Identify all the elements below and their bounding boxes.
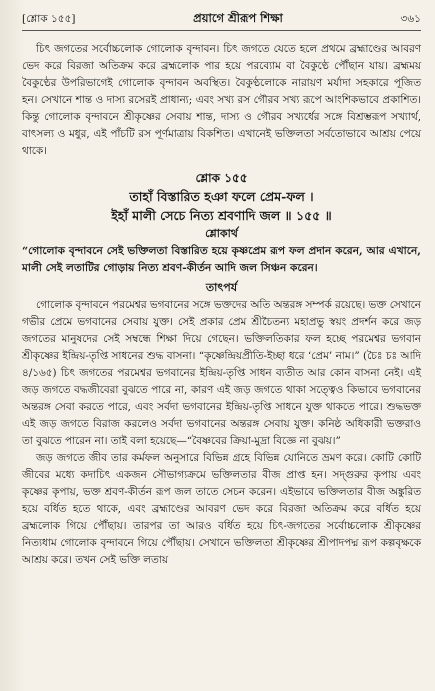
header-page-number: ৩৬১ bbox=[400, 13, 421, 25]
header-chapter-title: প্রয়াগে শ্রীরূপ শিক্ষা bbox=[193, 11, 283, 25]
purport-paragraph-2: জড় জগতে জীব তার কর্মফল অনুসারে বিভিন্ন গ্রহে বিভিন্ন যোনিতে ভ্রমণ করে। কোটি কোটি জীবের মধ্যে কদাচিৎ একজন সৌভাগ্যক্রমে ভক্তিলতার বীজ প্রাপ্ত হন। সদ্গুরুর কৃপায় এবং কৃষ্ণের কৃপায়, ভক্ত শ্রবণ-কীর্তন রূপ জল তাতে সেচন করেন। এইভাবে ভক্তিলতার বীজ অঙ্কুরিত হয়ে বর্ধিত হতে থাকে, এবং ব্রহ্মাণ্ডের আবরণ ভেদ করে বিরজা অতিক্রম করে বর্ধিত হয়ে ব্রহ্মলোক গিয়ে পৌঁছায়। তারপর তা আরও বর্ধিত হয়ে চিৎ-জগতের সর্বোচ্চলোক শ্রীকৃষ্ণের নিত্যধাম গোলোক বৃন্দাবনে গিয়ে পৌঁছায়। সেখানে ভক্তিলতা শ্রীকৃষ্ণের শ্রীপাদপদ্ম রূপ কল্পবৃক্ষকে আশ্রয় করে। তখন সেই ভক্তি লতায় bbox=[22, 452, 421, 566]
translation-heading: শ্লোকার্থ bbox=[205, 227, 238, 240]
translation-text: “গোলোক বৃন্দাবনে সেই ভক্তিলতা বিস্তারিত হয়ে কৃষ্ণপ্রেম রূপ ফল প্রদান করেন, আর এখানে, মালী সেই লতাটির গোড়ায় নিত্য শ্রবণ-কীর্তন আদি জল সিঞ্চন করেন। bbox=[22, 245, 421, 274]
header-verse-ref: [শ্লোক ১৫৫] bbox=[22, 13, 76, 25]
purport-heading: তাৎপর্য bbox=[205, 281, 238, 294]
verse-line-1: তাহাঁ বিস্তারিত হঞা ফলে প্রেম-ফল । bbox=[129, 189, 314, 204]
purport-paragraph-1: গোলোক বৃন্দাবনে পরমেশ্বর ভগবানের সঙ্গে ভক্তদের অতি অন্তরঙ্গ সম্পর্ক রয়েছে। ভক্ত সেখানে গভীর প্রেমে ভগবানের সেবায় যুক্ত। সেই প্রকার প্রেম শ্রীচৈতন্য মহাপ্রভু স্বয়ং প্রদর্শন করে জড় জগতের মানুষদের সেই সম্বন্ধে শিক্ষা দিয়ে গেছেন। ভক্তিলতিকার ফল হচ্ছে পরমেশ্বর ভগবান শ্রীকৃষ্ণের ইন্দ্রিয়-তৃপ্তি সাধনের শুদ্ধ বাসনা। “কৃষ্ণেন্দ্রিয়প্রীতি-ইচ্ছা ধরে ‘প্রেম’ নাম।” (চৈঃ চঃ আদি ৪/১৬৫) চিৎ জগতের পরমেশ্বর ভগবানের ইন্দ্রিয়-তৃপ্তি সাধন ব্যতীত আর কোন বাসনা নেই। এই জড় জগতে বদ্ধজীবেরা বুঝতে পারে না, কারণ এই জড় জগতে থাকা সত্ত্বেও কিভাবে ভগবানের অন্তরঙ্গ সেবা করতে পারে, এবং সর্বদা ভগবানের ইন্দ্রিয়-তৃপ্তি সাধনে যুক্ত থাকতে পারে। শুদ্ধভক্ত এই জড় জগতে বিরাজ করলেও সর্বদা ভগবানের অন্তরঙ্গ সেবায় যুক্ত। কনিষ্ঠ অধিকারী ভক্তরাও তা বুঝতে পারেন না। তাই বলা হয়েছে—“বৈষ্ণবের ক্রিয়া-মুদ্রা বিজ্ঞে না বুঝয়।” bbox=[22, 299, 421, 447]
page-header bbox=[22, 10, 421, 26]
verse-number: শ্লোক ১৫৫ bbox=[195, 171, 248, 185]
header-divider bbox=[22, 30, 421, 31]
intro-paragraph: চিৎ জগতের সর্বোচ্চলোক গোলোক বৃন্দাবন। চিৎ জগতে যেতে হলে প্রথমে ব্রহ্মাণ্ডের আবরণ ভেদ করে বিরজা অতিক্রম করে ব্রহ্মলোক পার হয়ে পরব্যোম বা বৈকুণ্ঠে পৌঁছান যায়। ব্রহ্মময় বৈকুণ্ঠের উপরিভাগেই গোলোক বৃন্দাবন অবস্থিত। বৈকুণ্ঠলোকে নারায়ণ মর্যাদা সহকারে পূজিত হন। সেখানে শান্ত ও দাস্য রসেরই প্রাধান্য; এবং সখ্য রস গৌরব সখ্য রূপে আংশিকভাবে প্রকাশিত। কিন্তু গোলোক বৃন্দাবনে শ্রীকৃষ্ণের সেবায় শান্ত, দাস্য ও গৌরব সখ্যর্ধের সঙ্গে বিশ্রম্ভরূপ সখ্যার্থ, বাৎসল্য ও মধুর, এই পাঁচটি রস পূর্ণমাত্রায় বিকশিত। এখানেই ভক্তিলতা সর্বতোভাবে আশ্রয় পেয়ে থাকে। bbox=[22, 43, 421, 157]
verse-line-2: ইহাঁ মালী সেচে নিত্য শ্রবণাদি জল ॥ ১৫৫ ॥ bbox=[111, 208, 332, 223]
verse-block bbox=[22, 170, 421, 225]
